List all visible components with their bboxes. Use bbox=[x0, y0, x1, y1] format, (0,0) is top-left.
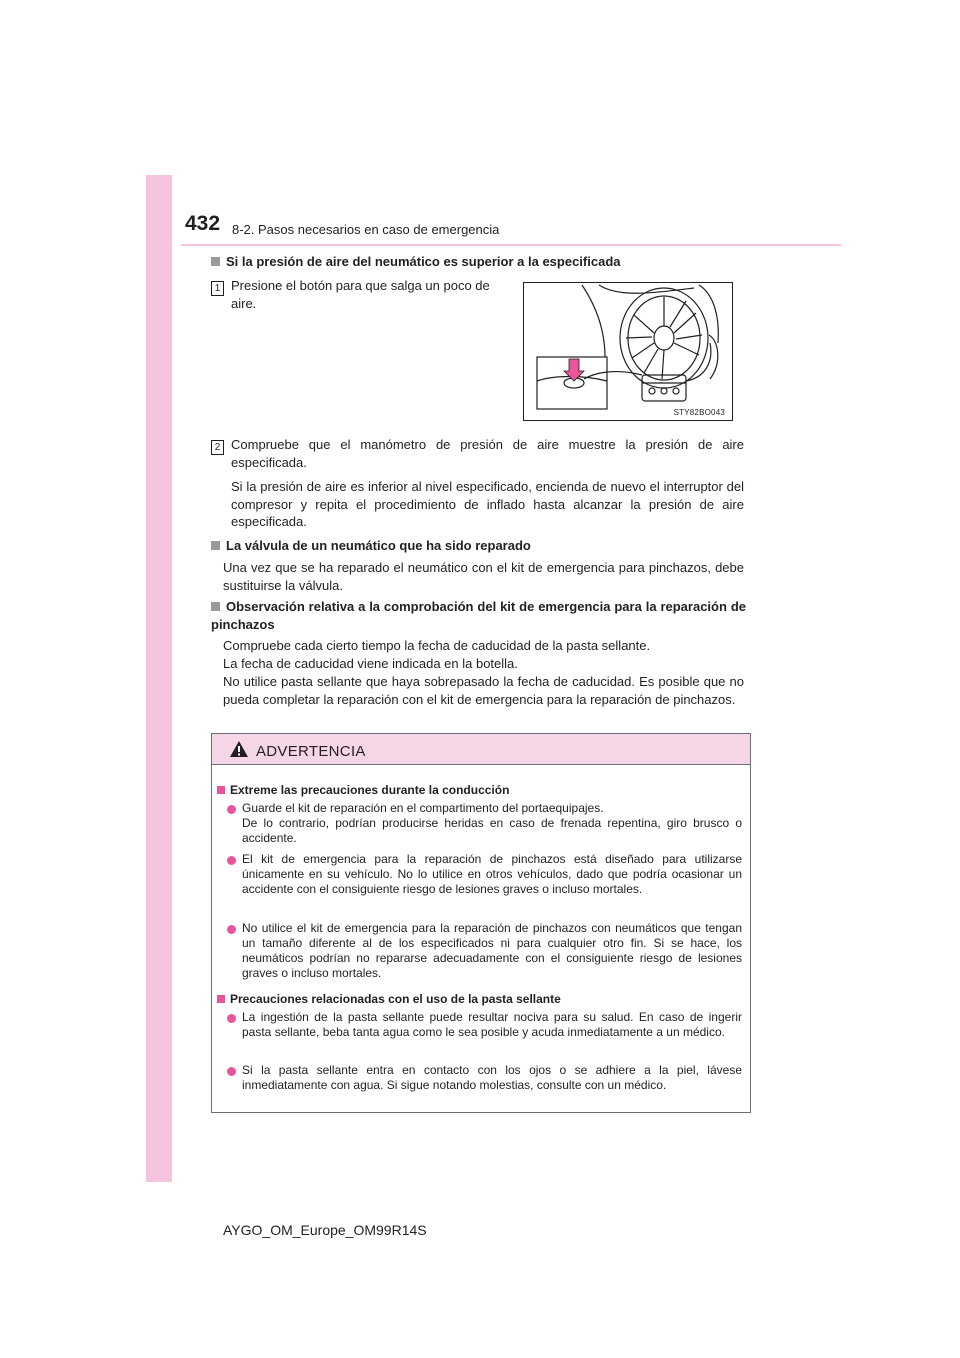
warning-driving-bullet-1-line-2: De lo contrario, podrían producirse heridas en caso de frenada repentina, giro brusco o accidente. bbox=[242, 816, 742, 845]
step-1-text: Presione el botón para que salga un poco de aire. bbox=[231, 278, 490, 311]
page-number: 432 bbox=[185, 212, 221, 235]
section-title: 8-2. Pasos necesarios en caso de emergencia bbox=[232, 222, 500, 237]
bullet-dot-icon bbox=[227, 925, 236, 934]
compressor-illustration bbox=[523, 282, 733, 421]
square-bullet-icon bbox=[211, 257, 220, 266]
warning-sealant-bullet-2: Si la pasta sellante entra en contacto con los ojos o se adhiere a la piel, lávese inmediatamente con agua. Si sigue notando molestias, consulte con un médico. bbox=[242, 1063, 742, 1092]
kit-check-line-3: No utilice pasta sellante que haya sobrepasado la fecha de caducidad. Es posible que no pueda completar la reparación con el kit de emergencia para la reparación de pinchazos. bbox=[223, 674, 744, 707]
warning-header bbox=[212, 734, 750, 765]
step-2-text: Compruebe que el manómetro de presión de aire muestre la presión de aire especificada. bbox=[231, 437, 744, 470]
figure-code: STY82BO043 bbox=[673, 408, 725, 417]
kit-check-line-1: Compruebe cada cierto tiempo la fecha de caducidad de la pasta sellante. bbox=[223, 638, 651, 653]
warning-heading-sealant: Precauciones relacionadas con el uso de la pasta sellante bbox=[217, 991, 561, 1007]
warning-driving-bullet-2: El kit de emergencia para la reparación de pinchazos está diseñado para utilizarse únicamente en su vehículo. No lo utilice en otros vehículos, dado que podría ocasionar un accidente con el consiguiente riesgo de lesiones graves o incluso mortales. bbox=[242, 852, 742, 896]
warning-driving-bullet-3: No utilice el kit de emergencia para la reparación de pinchazos con neumáticos que tengan un tamaño diferente al de los especificados ni para cualquier otro fin. Si se hace, los neumáticos podrían no repararse adecuadamente con el consiguiente riesgo de lesiones graves o incluso mortales. bbox=[242, 921, 742, 980]
footer-doc-id: AYGO_OM_Europe_OM99R14S bbox=[223, 1222, 427, 1238]
tire-compressor-drawing bbox=[524, 283, 732, 420]
bullet-dot-icon bbox=[227, 1067, 236, 1076]
square-bullet-icon bbox=[211, 541, 220, 550]
heading-valve: La válvula de un neumático que ha sido reparado bbox=[211, 537, 751, 555]
warning-sealant-bullet-1: La ingestión de la pasta sellante puede resultar nociva para su salud. En caso de ingerir pasta sellante, beba tanta agua como le sea posible y acuda inmediatamente a un médico. bbox=[242, 1010, 742, 1039]
step-2-badge: 2 bbox=[211, 440, 224, 455]
valve-text: Una vez que se ha reparado el neumático con el kit de emergencia para pinchazos, debe sustituirse la válvula. bbox=[223, 560, 744, 593]
step-2-note: Si la presión de aire es inferior al nivel especificado, encienda de nuevo el interruptor del compresor y repita el procedimiento de inflado hasta alcanzar la presión de aire especificada. bbox=[231, 479, 744, 529]
warning-title: ADVERTENCIA bbox=[256, 743, 366, 760]
bullet-dot-icon bbox=[227, 1014, 236, 1023]
warning-driving-bullet-1-line-1: Guarde el kit de reparación en el compartimento del portaequipajes. bbox=[242, 801, 604, 815]
warning-heading-driving: Extreme las precauciones durante la conducción bbox=[217, 782, 509, 798]
warning-box bbox=[211, 733, 751, 1113]
chapter-tab-band bbox=[146, 175, 172, 1182]
square-bullet-icon bbox=[217, 786, 225, 794]
square-bullet-icon bbox=[217, 995, 225, 1003]
heading-high-pressure: Si la presión de aire del neumático es superior a la especificada bbox=[211, 253, 751, 271]
heading-kit-check: Observación relativa a la comprobación del kit de emergencia para la reparación de pinchazos bbox=[211, 599, 746, 632]
header-rule bbox=[181, 244, 841, 246]
bullet-dot-icon bbox=[227, 805, 236, 814]
warning-triangle-icon bbox=[229, 740, 249, 758]
bullet-dot-icon bbox=[227, 856, 236, 865]
kit-check-line-2: La fecha de caducidad viene indicada en la botella. bbox=[223, 656, 518, 671]
square-bullet-icon bbox=[211, 602, 220, 611]
step-1-badge: 1 bbox=[211, 281, 224, 296]
